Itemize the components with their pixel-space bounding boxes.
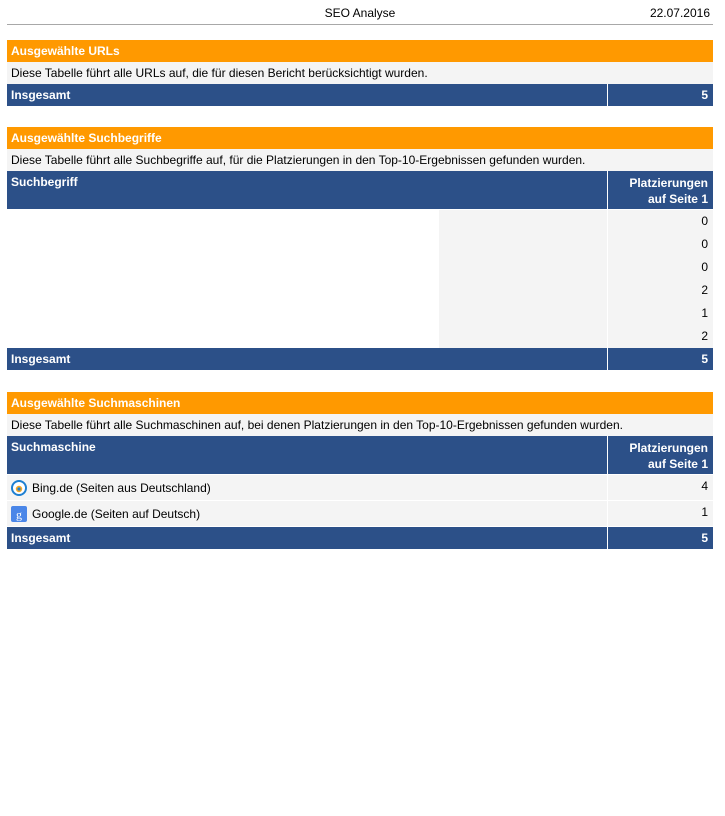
table-row <box>7 279 713 302</box>
table-row <box>7 501 713 527</box>
redacted-area <box>7 302 439 325</box>
keywords-total-row <box>7 348 713 370</box>
keyword-value: 2 <box>607 279 713 302</box>
redacted-area <box>7 233 439 256</box>
report-date: 22.07.2016 <box>649 6 710 20</box>
engines-total-label: Insgesamt <box>11 531 71 545</box>
keywords-col-term: Suchbegriff <box>11 175 78 189</box>
keyword-value: 0 <box>607 210 713 233</box>
keywords-table-body <box>7 209 713 348</box>
redacted-area <box>7 279 439 302</box>
table-row <box>7 210 713 233</box>
engines-col-placements-line2: auf Seite 1 <box>647 457 708 471</box>
table-row <box>7 475 713 501</box>
redacted-area <box>7 256 439 279</box>
keyword-cell <box>7 210 607 233</box>
report-title: SEO Analyse <box>324 6 396 20</box>
keywords-total-value: 5 <box>607 348 713 370</box>
google-icon <box>11 506 27 522</box>
section-keywords <box>7 127 713 370</box>
keywords-col-placements <box>607 171 713 209</box>
engines-total-row <box>7 527 713 549</box>
urls-total-label: Insgesamt <box>11 88 71 102</box>
keywords-total-label: Insgesamt <box>11 352 71 366</box>
section-engines <box>7 392 713 549</box>
keyword-value: 0 <box>607 256 713 279</box>
engines-col-engine: Suchmaschine <box>11 440 96 454</box>
keywords-table-header <box>7 171 713 209</box>
section-keywords-description: Diese Tabelle führt alle Suchbegriffe auf, für die Platzierungen in den Top-10-Ergebnissen gefunden wurden. <box>7 149 713 171</box>
engine-name: Google.de (Seiten auf Deutsch) <box>32 506 201 521</box>
keywords-col-placements-line2: auf Seite 1 <box>647 192 708 206</box>
engine-value: 4 <box>607 475 713 500</box>
keyword-value: 0 <box>607 233 713 256</box>
keyword-cell <box>7 279 607 302</box>
keyword-cell <box>7 256 607 279</box>
section-urls-description: Diese Tabelle führt alle URLs auf, die für diesen Bericht berücksichtigt wurden. <box>7 62 713 84</box>
engine-name: Bing.de (Seiten aus Deutschland) <box>32 480 211 495</box>
section-engines-description: Diese Tabelle führt alle Suchmaschinen auf, bei denen Platzierungen in den Top-10-Ergebnissen gefunden wurden. <box>7 414 713 436</box>
section-keywords-title: Ausgewählte Suchbegriffe <box>7 127 713 149</box>
keyword-value: 2 <box>607 325 713 348</box>
engine-cell <box>7 501 607 526</box>
engines-col-placements-line1: Platzierungen <box>629 441 708 455</box>
table-row <box>7 325 713 348</box>
engine-value: 1 <box>607 501 713 526</box>
svg-text:g: g <box>16 507 22 521</box>
report-header <box>7 0 713 25</box>
redacted-area <box>7 325 439 348</box>
table-row <box>7 256 713 279</box>
urls-total-row <box>7 84 713 106</box>
redacted-area <box>7 210 439 233</box>
keyword-cell <box>7 233 607 256</box>
table-row <box>7 233 713 256</box>
engine-cell <box>7 475 607 500</box>
engines-table-body <box>7 474 713 527</box>
table-row <box>7 302 713 325</box>
keywords-col-placements-line1: Platzierungen <box>629 176 708 190</box>
section-engines-title: Ausgewählte Suchmaschinen <box>7 392 713 414</box>
keyword-cell <box>7 302 607 325</box>
engines-table-header <box>7 436 713 474</box>
keyword-value: 1 <box>607 302 713 325</box>
section-urls-title: Ausgewählte URLs <box>7 40 713 62</box>
urls-total-value: 5 <box>607 84 713 106</box>
bing-icon <box>11 480 27 496</box>
engines-total-value: 5 <box>607 527 713 549</box>
engines-col-placements <box>607 436 713 474</box>
keyword-cell <box>7 325 607 348</box>
section-urls <box>7 40 713 106</box>
